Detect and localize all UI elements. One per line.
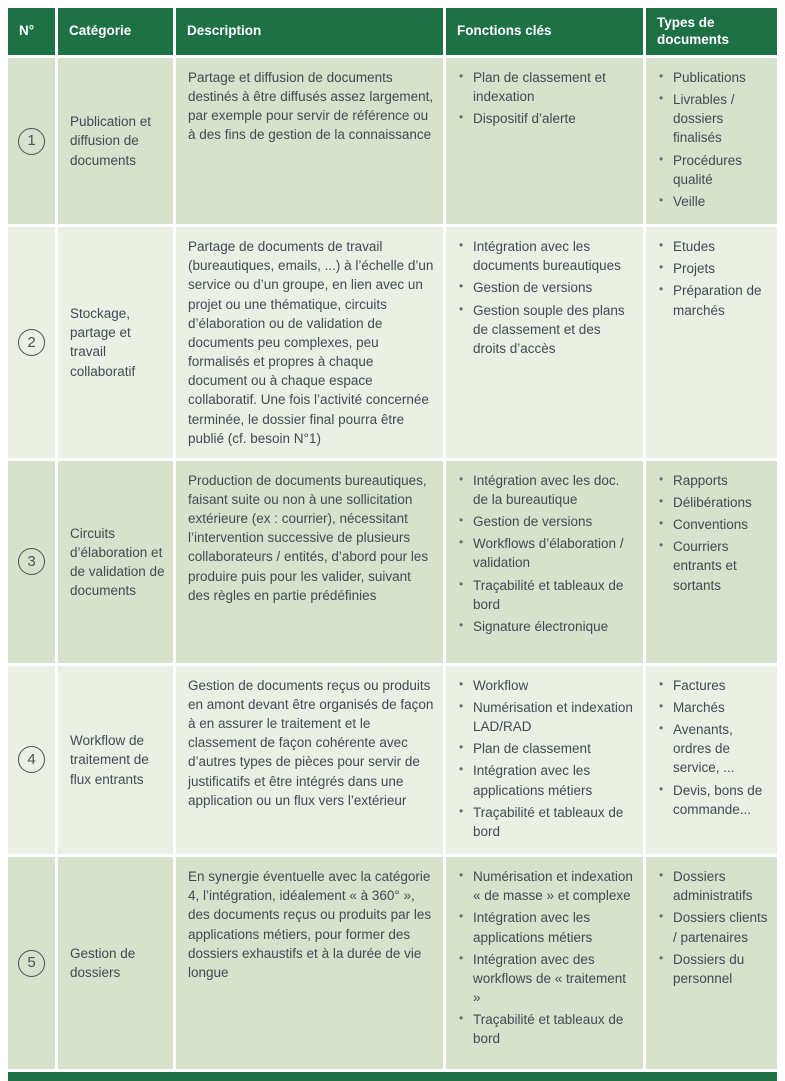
doc-types-list: [658, 676, 769, 819]
row-number-badge: 5: [18, 950, 45, 977]
category-label: Circuits d’élaboration et de validation de documents: [70, 525, 165, 598]
category-label: Publication et diffusion de documents: [70, 114, 152, 168]
key-functions-cell: [446, 461, 643, 663]
list-item: • Traçabilité et tableaux de bord: [458, 803, 635, 841]
list-item: • Gestion de versions: [458, 512, 635, 531]
doc-types-list: [658, 867, 769, 988]
key-functions-cell: [446, 857, 643, 1069]
table-footer-bar: [8, 1072, 777, 1081]
list-item: • Factures: [658, 676, 769, 695]
description-cell: En synergie éventuelle avec la catégorie 4, l’intégration, idéalement « à 360° », des documents reçus ou produits par les applications métiers, pour former des dossiers exhaustifs et à la durée de vie longue: [176, 857, 443, 1069]
key-functions-cell: [446, 58, 643, 224]
list-item: • Plan de classement: [458, 739, 635, 758]
list-item: • Traçabilité et tableaux de bord: [458, 1010, 635, 1048]
list-item: • Conventions: [658, 515, 769, 534]
list-item: • Numérisation et indexation « de masse » et complexe: [458, 867, 635, 905]
doc-types-list: [658, 68, 769, 211]
list-item: • Workflows d’élaboration / validation: [458, 534, 635, 572]
list-item: • Intégration avec les documents bureautiques: [458, 237, 635, 275]
category-cell: [58, 857, 173, 1069]
key-functions-cell: [446, 227, 643, 458]
list-item: • Intégration avec les applications métiers: [458, 908, 635, 946]
category-cell: [58, 227, 173, 458]
list-item: • Délibérations: [658, 493, 769, 512]
list-item: • Intégration avec des workflows de « traitement »: [458, 950, 635, 1007]
doc-types-list: [658, 471, 769, 595]
list-item: • Dossiers administratifs: [658, 867, 769, 905]
row-number-badge: 1: [18, 128, 45, 155]
list-item: • Gestion de versions: [458, 278, 635, 297]
key-functions-list: [458, 237, 635, 358]
list-item: • Signature électronique: [458, 617, 635, 636]
table-row: [8, 461, 777, 663]
key-functions-list: [458, 676, 635, 841]
description-cell: Gestion de documents reçus ou produits en amont devant être organisés de façon à en assurer le traitement et le classement de façon cohérente avec d’autres types de pièces pour servir de justificatifs et être intégrés dans une application ou un flux vers l’extérieur: [176, 666, 443, 854]
list-item: • Workflow: [458, 676, 635, 695]
row-number-badge: 3: [18, 548, 45, 575]
header-cell-num: N°: [8, 8, 55, 55]
description-cell: Partage de documents de travail (bureautiques, emails, ...) à l’échelle d’un service ou d’un groupe, en lien avec un projet ou une thématique, circuits d’élaboration ou de validation de documents peu complexes, peu formalisés et propres à chaque document ou à chaque espace collaboratif. Une fois l’activité concernée terminée, le dossier final pourra être publié (cf. besoin N°1): [176, 227, 443, 458]
list-item: • Préparation de marchés: [658, 281, 769, 319]
list-item: • Dossiers clients / partenaires: [658, 908, 769, 946]
list-item: • Publications: [658, 68, 769, 87]
list-item: • Veille: [658, 192, 769, 211]
doc-types-cell: [646, 227, 777, 458]
list-item: • Intégration avec les doc. de la bureautique: [458, 471, 635, 509]
header-cell-types: Types de documents: [646, 8, 777, 55]
header-cell-description: Description: [176, 8, 443, 55]
num-cell: [8, 461, 55, 663]
header-cell-categorie: Catégorie: [58, 8, 173, 55]
category-label: Gestion de dossiers: [70, 945, 136, 981]
row-number-badge: 2: [18, 329, 45, 356]
category-label: Stockage, partage et travail collaboratif: [70, 306, 136, 379]
num-cell: [8, 58, 55, 224]
list-item: • Numérisation et indexation LAD/RAD: [458, 698, 635, 736]
category-label: Workflow de traitement de flux entrants: [70, 733, 149, 787]
row-number-badge: 4: [18, 746, 45, 773]
key-functions-list: [458, 68, 635, 128]
category-cell: [58, 666, 173, 854]
category-cell: [58, 58, 173, 224]
description-cell: Partage et diffusion de documents destinés à être diffusés assez largement, par exemple pour servir de référence ou à des fins de gestion de la connaissance: [176, 58, 443, 224]
table-body: [8, 58, 777, 1069]
list-item: • Avenants, ordres de service, ...: [658, 720, 769, 777]
table-row: [8, 58, 777, 224]
category-cell: [58, 461, 173, 663]
list-item: • Devis, bons de commande...: [658, 781, 769, 819]
list-item: • Gestion souple des plans de classement et des droits d’accès: [458, 301, 635, 358]
key-functions-list: [458, 471, 635, 636]
list-item: • Projets: [658, 259, 769, 278]
list-item: • Livrables / dossiers finalisés: [658, 90, 769, 147]
list-item: • Etudes: [658, 237, 769, 256]
list-item: • Marchés: [658, 698, 769, 717]
doc-types-cell: [646, 461, 777, 663]
doc-types-cell: [646, 58, 777, 224]
table-row: [8, 857, 777, 1069]
list-item: • Intégration avec les applications métiers: [458, 761, 635, 799]
description-cell: Production de documents bureautiques, faisant suite ou non à une sollicitation extérieure (ex : courrier), nécessitant l’intervention successive de plusieurs collaborateurs / entités, d’abord pour les produire puis pour les valider, suivant des règles en partie prédéfinies: [176, 461, 443, 663]
doc-types-list: [658, 237, 769, 320]
list-item: • Traçabilité et tableaux de bord: [458, 576, 635, 614]
key-functions-cell: [446, 666, 643, 854]
list-item: • Procédures qualité: [658, 151, 769, 189]
key-functions-list: [458, 867, 635, 1048]
num-cell: [8, 666, 55, 854]
list-item: • Plan de classement et indexation: [458, 68, 635, 106]
list-item: • Dossiers du personnel: [658, 950, 769, 988]
document-needs-table: [8, 8, 777, 1081]
num-cell: [8, 227, 55, 458]
header-cell-fonctions: Fonctions clés: [446, 8, 643, 55]
doc-types-cell: [646, 666, 777, 854]
list-item: • Rapports: [658, 471, 769, 490]
doc-types-cell: [646, 857, 777, 1069]
table-row: [8, 227, 777, 458]
num-cell: [8, 857, 55, 1069]
table-header-row: [8, 8, 777, 55]
table-row: [8, 666, 777, 854]
list-item: • Dispositif d’alerte: [458, 109, 635, 128]
list-item: • Courriers entrants et sortants: [658, 537, 769, 594]
